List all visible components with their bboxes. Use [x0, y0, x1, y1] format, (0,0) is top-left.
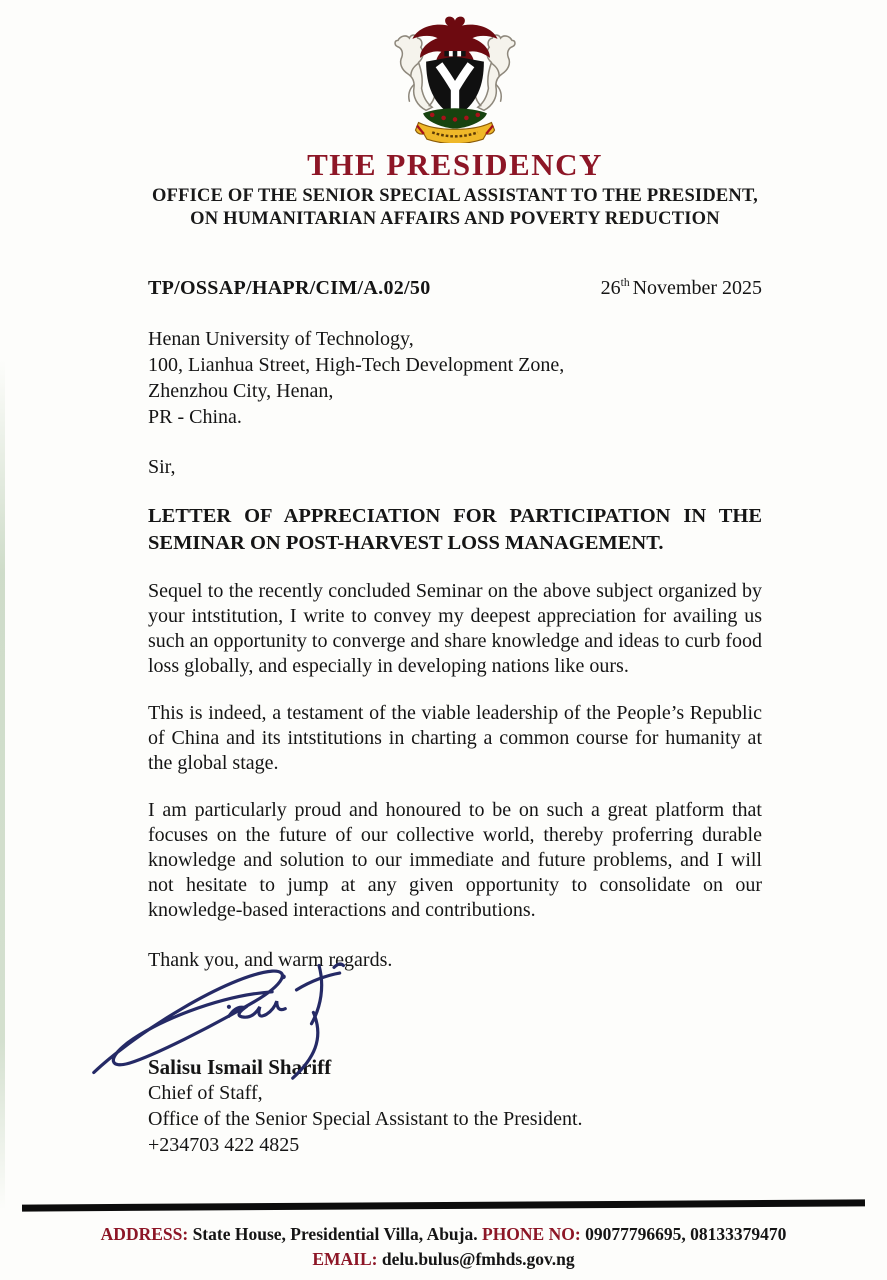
- torse: [444, 51, 465, 56]
- footer-email-line: [0, 1247, 887, 1272]
- address-line: Zhenzhou City, Henan,: [148, 380, 334, 402]
- letter-footer: [0, 1202, 887, 1272]
- signature-area: [148, 972, 762, 1054]
- address-line: PR - China.: [148, 406, 242, 428]
- address-label: ADDRESS:: [100, 1224, 189, 1244]
- body-paragraph: Sequel to the recently concluded Seminar on the above subject organized by your intstitution, I write to convey my deepest appreciation for availing us such an opportunity to converge and share knowledge and ideas to curb food loss globally, and especially in developing nations like ours.: [148, 580, 762, 677]
- salutation: Sir,: [148, 456, 176, 478]
- body-paragraph: This is indeed, a testament of the viable leadership of the People’s Republic of China and its intstitutions in charting a common course for humanity at the global stage.: [148, 702, 762, 774]
- reference-number: TP/OSSAP/HAPR/CIM/A.02/50: [148, 277, 431, 299]
- phone-label: PHONE NO:: [482, 1224, 581, 1244]
- address-line: 100, Lianhua Street, High-Tech Development Zone,: [148, 354, 565, 376]
- letterhead: [148, 0, 762, 231]
- nigeria-coat-of-arms-emblem: [379, 10, 531, 143]
- reference-row: [148, 277, 762, 300]
- email-label: EMAIL:: [312, 1249, 378, 1269]
- footer-address-line: [0, 1222, 887, 1247]
- phone-value: 09077796695, 08133379470: [585, 1224, 787, 1244]
- address-line: Henan University of Technology,: [148, 328, 414, 350]
- footer-divider: [22, 1199, 865, 1211]
- date-rest: November 2025: [632, 277, 762, 299]
- office-line-1: OFFICE OF THE SENIOR SPECIAL ASSISTANT TO THE PRESIDENT,: [152, 186, 758, 206]
- date-day: 26: [600, 277, 621, 299]
- recipient-address: [148, 326, 762, 430]
- signatory-phone: +234703 422 4825: [148, 1134, 300, 1156]
- letter-date: [601, 277, 762, 300]
- office-line-2: ON HUMANITARIAN AFFAIRS AND POVERTY REDUCTION: [190, 209, 720, 229]
- address-value: State House, Presidential Villa, Abuja.: [192, 1224, 478, 1244]
- date-ordinal: th: [620, 277, 630, 290]
- closing-line: Thank you, and warm regards.: [148, 949, 393, 971]
- signature-block: [148, 1054, 762, 1158]
- email-value: delu.bulus@fmhds.gov.ng: [381, 1249, 575, 1269]
- signatory-name: Salisu Ismail Shariff: [148, 1055, 332, 1079]
- page-title: THE PRESIDENCY: [307, 147, 603, 182]
- signatory-office: Office of the Senior Special Assistant to the President.: [148, 1108, 583, 1130]
- base-mound: [423, 108, 487, 128]
- signatory-title: Chief of Staff,: [148, 1082, 263, 1104]
- subject-line: LETTER OF APPRECIATION FOR PARTICIPATION IN THE SEMINAR ON POST-HARVEST LOSS MANAGEMENT.: [148, 505, 762, 554]
- body-paragraph: I am particularly proud and honoured to be on such a great platform that focuses on the future of our collective world, thereby proferring durable knowledge and solution to our immediate and future problems, and I will not hesitate to jump at any given opportunity to consolidate on our knowledge-based interactions and contributions.: [148, 799, 762, 921]
